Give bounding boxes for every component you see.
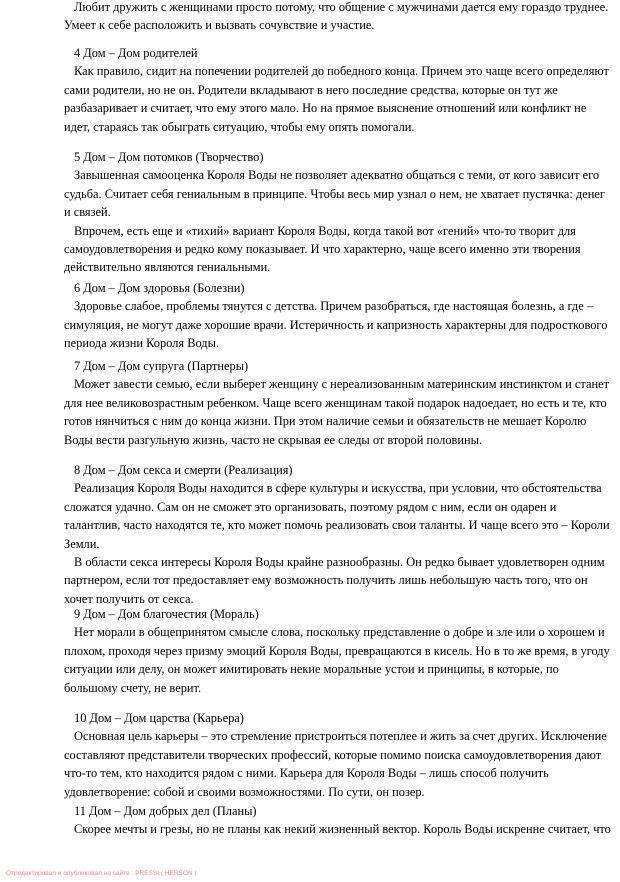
- section-heading: 5 Дом – Дом потомков (Творчество): [74, 150, 264, 164]
- section-house-7: [64, 357, 612, 449]
- publisher-footer: Отредактировал и опубликовал на сайте : PRESSI ( HERSON ): [6, 870, 197, 877]
- section-house-8: [64, 461, 612, 608]
- section-heading: 4 Дом – Дом родителей: [74, 46, 198, 60]
- section-house-11: [64, 802, 612, 839]
- section-heading: 7 Дом – Дом супруга (Партнеры): [74, 359, 249, 373]
- section-heading: 9 Дом – Дом благочестия (Мораль): [74, 607, 259, 621]
- section-house-6: [64, 279, 612, 353]
- section-house-5: [64, 148, 612, 277]
- intro-block: [64, 0, 612, 35]
- paragraph: Здоровье слабое, проблемы тянутся с детства. Причем разобраться, где настоящая болезнь, а где – симуляция, не могут даже хорошие врачи. Истеричность и капризность характерны для подросткового периода жизни Короля Воды.: [64, 299, 608, 351]
- section-heading: 10 Дом – Дом царства (Карьера): [74, 711, 244, 725]
- section-heading: 8 Дом – Дом секса и смерти (Реализация): [74, 463, 293, 477]
- paragraph: Завышенная самооценка Короля Воды не позволяет адекватно общаться с теми, от кого зависит его судьба. Считает себя гениальным в принципе. Чтобы весь мир узнал о нем, не хватает пустячка: денег и связей.: [64, 168, 605, 220]
- paragraph: Любит дружить с женщинами просто потому, что общение с мужчинами дается ему гораздо труднее. Умеет к себе расположить и вызвать сочувствие и участие.: [64, 0, 609, 33]
- paragraph: Скорее мечты и грезы, но не планы как некий жизненный вектор. Король Воды искренне считает, что: [74, 822, 611, 837]
- section-house-4: [64, 44, 612, 136]
- paragraph: Впрочем, есть еще и «тихий» вариант Короля Воды, когда такой вот «гений» что-то творит для самоудовлетворения и редко кому показывает. И что характерно, чаще всего именно эти творения действительно являются гениальными.: [64, 223, 581, 275]
- paragraph: Реализация Короля Воды находится в сфере культуры и искусства, при условии, что обстоятельства сложатся удачно. Сам он не сможет это организовать, поэтому рядом с ним, если он одарен и талантлив, часто находятся те, кто может помочь реализовать свои таланты. И чаще всего это – Короли Земли.: [64, 481, 610, 551]
- paragraph: Может завести семью, если выберет женщину с нереализованным материнским инстинктом и станет для нее великовозрастным ребенком. Чаще всего женщинам такой подарок надоедает, но есть и те, кто готов нянчиться с ним до конца жизни. При этом наличие семьи и обязательств не мешает Королю Воды вести разгульную жизнь, часто не скрывая ее следы от второй половины.: [64, 377, 609, 447]
- section-house-10: [64, 709, 612, 801]
- section-heading: 6 Дом – Дом здоровья (Болезни): [74, 281, 245, 295]
- paragraph: Основная цель карьеры – это стремление пристроиться потеплее и жить за счет других. Исключение составляют представители творческих профессий, которые помимо поиска самоудовлетворения дают что-то тем, кто находится рядом с ними. Карьера для Короля Воды – лишь способ получить удовлетворение: собой и своими возможностями. По сути, он позер.: [64, 729, 607, 799]
- paragraph: Как правило, сидит на попечении родителей до победного конца. Причем это чаще всего определяют сами родители, но не он. Родители вкладывают в него последние средства, которые он тут же разбазаривает и считает, что ему этого мало. Но на прямое выяснение отношений или конфликт не идет, стараясь так обыграть ситуацию, чтобы ему опять помогали.: [64, 64, 609, 134]
- paragraph: В области секса интересы Короля Воды крайне разнообразны. Он редко бывает удовлетворен одним партнером, если тот предоставляет ему возможность получить лишь небольшую часть того, что он хочет получить от секса.: [64, 555, 605, 606]
- paragraph: Нет морали в общепринятом смысле слова, поскольку представление о добре и зле или о хорошем и плохом, проходя через призму эмоций Короля Воды, превращаются в кисель. Но в то же время, в угоду ситуации или делу, он может имитировать некие моральные устои и принципы, в которые, по большому счету, не верит.: [64, 625, 610, 695]
- section-heading: 11 Дом – Дом добрых дел (Планы): [74, 804, 257, 818]
- section-house-9: [64, 605, 612, 697]
